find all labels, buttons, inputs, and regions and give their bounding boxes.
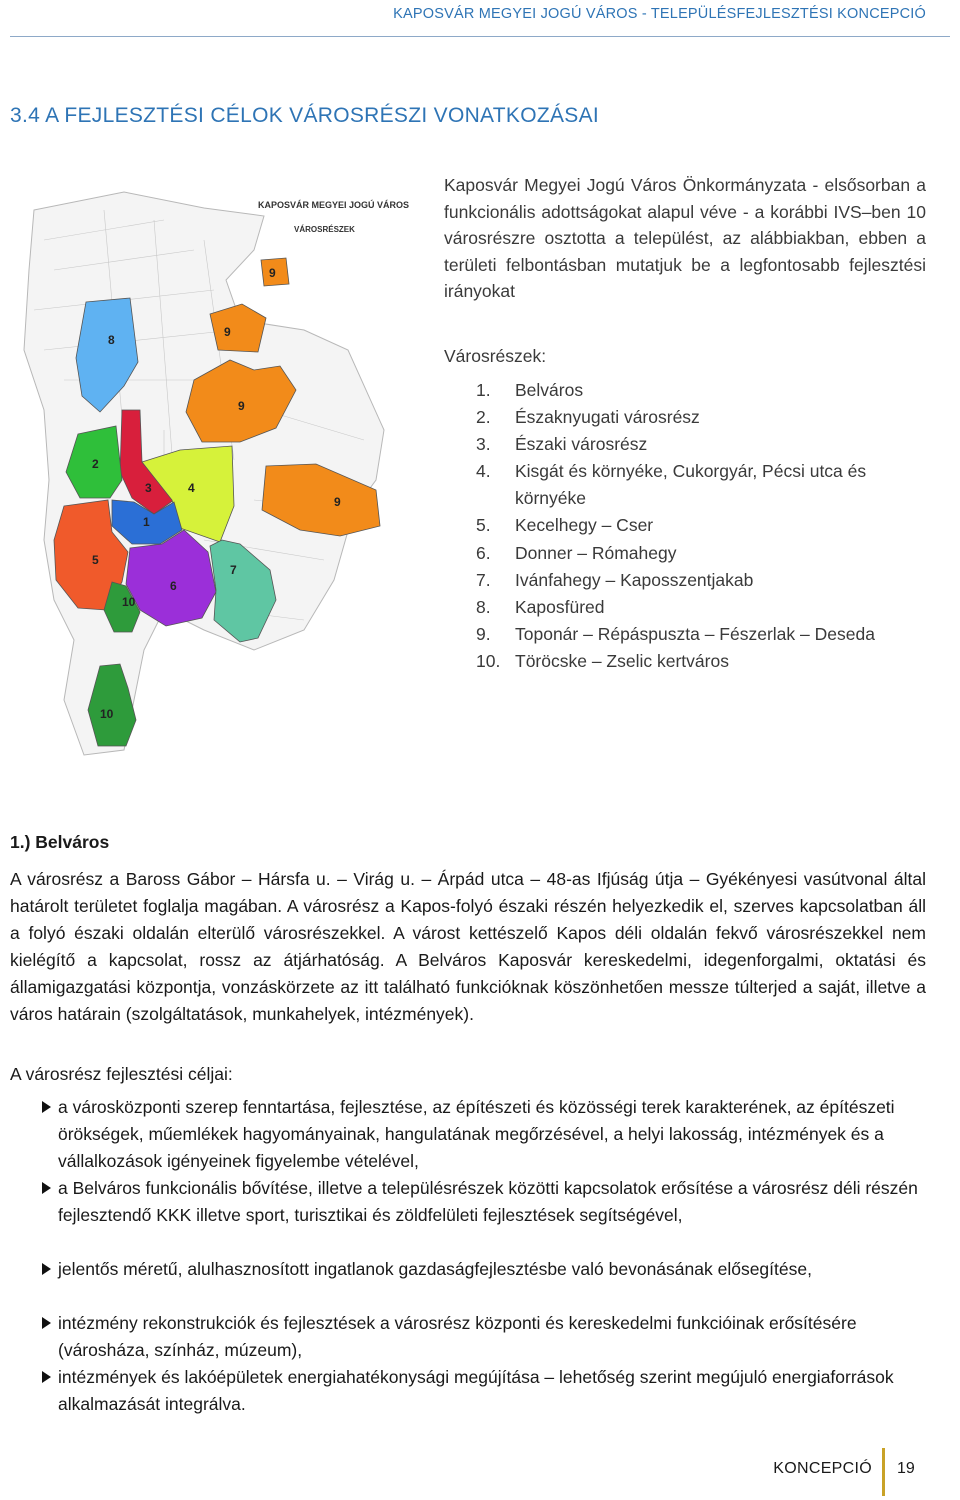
district-item [476, 431, 926, 458]
map-label-8: 8 [108, 333, 115, 347]
goal-text: a Belváros funkcionális bővítése, illetve a településrészek közötti kapcsolatok erősítése a városrész déli részén fejlesztendő KKK illetve sport, turisztikai és zöldfelületi fejlesztések segítségével, [58, 1178, 918, 1225]
map-label-3: 3 [145, 481, 152, 495]
goal-item [42, 1094, 926, 1175]
goal-text: jelentős méretű, alulhasznosított ingatlanok gazdaságfejlesztésbe való bevonásának elősegítése, [58, 1259, 812, 1279]
district-name: Kecelhegy – Cser [515, 515, 654, 536]
footer-label: KONCEPCIÓ [773, 1460, 872, 1477]
district-name: Kisgát és környéke, Cukorgyár, Pécsi utca és környéke [515, 461, 867, 509]
district-item [476, 404, 926, 431]
page-number: 19 [897, 1460, 915, 1477]
district-name: Északnyugati városrész [515, 407, 700, 428]
district-item [476, 458, 926, 512]
map-label-4: 4 [188, 481, 195, 495]
map-label-10b: 10 [100, 707, 114, 721]
map-label-2: 2 [92, 457, 99, 471]
districts-title: Városrészek: [444, 346, 547, 366]
map-label-10a: 10 [122, 595, 136, 609]
map-label-5: 5 [92, 553, 99, 567]
district-item [476, 540, 926, 567]
district-number: 6. [476, 542, 491, 563]
map-label-9b: 9 [224, 325, 231, 339]
header-rule [10, 36, 950, 37]
district-item [476, 594, 926, 621]
district-map [4, 180, 420, 776]
triangle-bullet-icon [42, 1371, 51, 1383]
goal-item [42, 1175, 926, 1256]
map-label-9c: 9 [238, 399, 245, 413]
section-title: 3.4 A FEJLESZTÉSI CÉLOK VÁROSRÉSZI VONATKOZÁSAI [10, 104, 600, 127]
triangle-bullet-icon [42, 1263, 51, 1275]
map-label-7: 7 [230, 563, 237, 577]
goal-list [42, 1094, 926, 1418]
district-item [476, 377, 926, 404]
district-name: Toponár – Répáspuszta – Fészerlak – Deseda [515, 623, 875, 644]
intro-paragraph: Kaposvár Megyei Jogú Város Önkormányzata - elsősorban a funkcionális adottságokat alapul véve - a korábbi IVS–ben 10 városrészre osztotta a települést, az alábbiakban, ebben a területi felbontásban mutatjuk be a legfontosabb fejlesztési irányokat [444, 175, 926, 302]
district-number: 1. [476, 380, 491, 400]
goal-item [42, 1364, 926, 1418]
district-number: 5. [476, 515, 491, 536]
subsection-title: 1.) Belváros [10, 832, 110, 852]
district-item [476, 512, 926, 539]
body-paragraph: A városrész a Baross Gábor – Hársfa u. – Virág u. – Árpád utca – 48-as Ifjúság útja – Gyékényesi vasútvonal által határolt területet foglalja magában. A városrész a Kapos-folyó északi részén helyezkedik el, szerves kapcsolatban áll a folyó északi oldalán elterülő városrészekkel. A várost kettészelő Kapos déli oldalán fekvő városrészekkel nem kielégítő a kapcsolat, rossz az átjárhatóság. A Belváros Kaposvár kereskedelmi, idegenforgalmi, oktatási és államigazgatási központja, vonzáskörzete az itt található funkcióknak köszönhetően messze túlterjed a saját, illetve a város határain (szolgáltatások, munkahelyek, intézmények). [10, 869, 926, 1024]
goal-text: intézmények és lakóépületek energiahatékonysági megújítása – lehetőség szerint megújuló energiaforrások alkalmazását integrálva. [58, 1367, 894, 1414]
map-label-9a: 9 [269, 266, 276, 280]
running-header: KAPOSVÁR MEGYEI JOGÚ VÁROS - TELEPÜLÉSFEJLESZTÉSI KONCEPCIÓ [393, 6, 926, 22]
goal-text: intézmény rekonstrukciók és fejlesztések a városrész központi és kereskedelmi funkcióinak erősítésére (városháza, színház, múzeum), [58, 1313, 857, 1360]
district-name: Töröcske – Zselic kertváros [515, 650, 729, 671]
goal-item [42, 1256, 926, 1310]
map-label-9d: 9 [334, 495, 341, 509]
district-name: Északi városrész [515, 434, 648, 455]
district-name: Belváros [515, 380, 584, 400]
district-number: 3. [476, 434, 491, 455]
map-label-6: 6 [170, 579, 177, 593]
triangle-bullet-icon [42, 1182, 51, 1194]
district-9b-area [210, 304, 266, 352]
goals-title: A városrész fejlesztési céljai: [10, 1064, 233, 1084]
footer-divider [882, 1448, 885, 1496]
district-number: 4. [476, 461, 491, 482]
district-number: 8. [476, 596, 491, 617]
district-number: 2. [476, 407, 491, 428]
triangle-bullet-icon [42, 1101, 51, 1113]
district-map-svg [4, 180, 420, 776]
triangle-bullet-icon [42, 1317, 51, 1329]
goal-text: a városközponti szerep fenntartása, fejlesztése, az építészeti és közösségi terek karakterének, az építészeti örökségek, műemlékek hagyományainak, hangulatának megőrzésével, a helyi lakosság, intézmények és a vállalkozások igényeinek figyelembe vételével, [58, 1097, 895, 1171]
district-name: Donner – Rómahegy [515, 542, 677, 563]
district-number: 10. [476, 650, 501, 671]
district-item [476, 621, 926, 648]
map-title-line1: KAPOSVÁR MEGYEI JOGÚ VÁROS [258, 200, 410, 210]
map-label-1: 1 [143, 515, 150, 529]
district-item [476, 648, 926, 675]
district-item [476, 567, 926, 594]
goal-item [42, 1310, 926, 1364]
district-name: Ivánfahegy – Kaposszentjakab [515, 569, 754, 590]
district-number: 7. [476, 569, 491, 590]
district-number: 9. [476, 623, 491, 644]
map-title-line2: VÁROSRÉSZEK [294, 225, 355, 234]
district-name: Kaposfüred [515, 596, 605, 617]
district-list [476, 377, 926, 675]
